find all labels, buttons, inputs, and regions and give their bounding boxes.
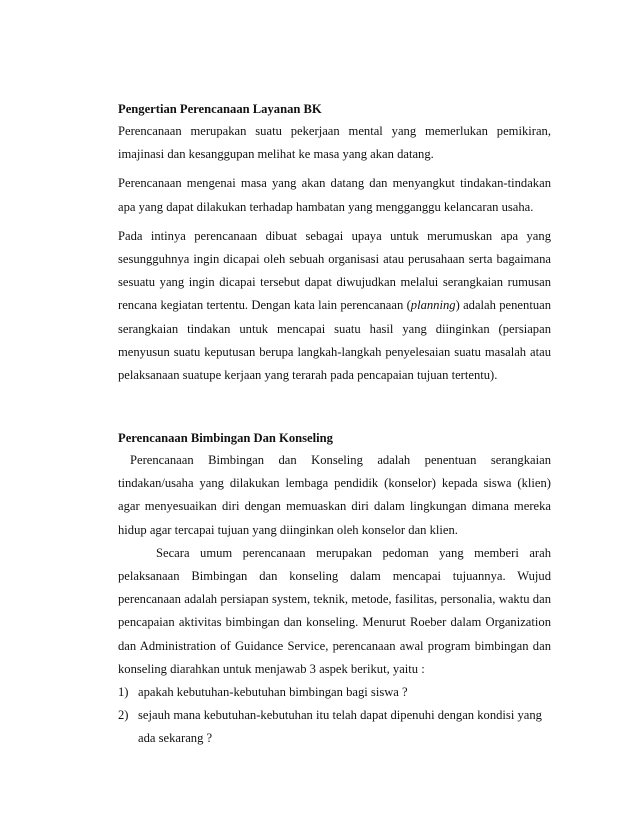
text-line: Pada intinya perencanaan dibuat sebagai upaya untuk merumuskan apa yang bbox=[118, 228, 551, 243]
text-line: imajinasi dan kesanggupan melihat ke masa yang akan datang. bbox=[118, 147, 434, 162]
text-line: sesungguhnya ingin dicapai oleh sebuah organisasi atau perusahaan serta bagaimana bbox=[118, 251, 551, 266]
text-line: menyusun suatu keputusan berupa langkah-langkah penyelesaian suatu masalah atau bbox=[118, 344, 551, 359]
list-item bbox=[118, 681, 551, 704]
list-item-continuation: ada sekarang ? bbox=[138, 731, 213, 746]
text-line: pelaksanaan suatupe kerjaan yang terarah pada pencapaian tujuan tertentu). bbox=[118, 367, 498, 382]
text-fragment: ) adalah penentuan bbox=[455, 298, 552, 313]
section-title-perencanaan-bk: Perencanaan Bimbingan Dan Konseling bbox=[118, 431, 333, 446]
list-number: 2) bbox=[118, 708, 129, 723]
list-item-text: sejauh mana kebutuhan-kebutuhan itu telah dapat dipenuhi dengan kondisi yang bbox=[138, 708, 542, 723]
text-line-with-italic bbox=[118, 294, 551, 317]
list-item-text: apakah kebutuhan-kebutuhan bimbingan bagi siswa ? bbox=[138, 684, 408, 699]
numbered-list bbox=[118, 681, 551, 751]
text-line: agar menyesuaikan diri dengan memuaskan diri dalam lingkungan dimana mereka bbox=[118, 499, 551, 514]
list-number: 1) bbox=[118, 684, 129, 699]
document-page bbox=[118, 98, 551, 751]
text-line: pelaksanaan Bimbingan dan konseling dalam mencapai tujuannya. Wujud bbox=[118, 569, 551, 583]
text-line: tindakan/usaha yang dilakukan lembaga pendidik (konselor) kepada siswa (klien) bbox=[118, 476, 551, 491]
text-fragment: rencana kegiatan tertentu. Dengan kata lain perencanaan ( bbox=[118, 298, 411, 313]
section-title-pengertian: Pengertian Perencanaan Layanan BK bbox=[118, 102, 322, 116]
text-line: Secara umum perencanaan merupakan pedoman yang memberi arah bbox=[156, 545, 551, 560]
paragraph-bk-general bbox=[118, 542, 551, 681]
paragraph-essence bbox=[118, 225, 551, 387]
text-line: dan Administration of Guidance Service, perencanaan awal program bimbingan dan bbox=[118, 638, 551, 653]
text-line: pencapaian aktivitas bimbingan dan konseling. Menurut Roeber dalam Organization bbox=[118, 615, 551, 630]
text-line: Perencanaan Bimbingan dan Konseling adalah penentuan serangkaian bbox=[130, 453, 551, 468]
text-line: konseling diarahkan untuk menjawab 3 aspek berikut, yaitu : bbox=[118, 661, 425, 676]
italic-term-planning: planning bbox=[410, 298, 456, 313]
paragraph-bk-definition bbox=[118, 449, 551, 542]
paragraph-future bbox=[118, 172, 551, 218]
text-line: serangkaian tindakan untuk mencapai suatu hasil yang diinginkan (persiapan bbox=[118, 321, 551, 336]
text-line: apa yang dapat dilakukan terhadap hambatan yang mengganggu kelancaran usaha. bbox=[118, 199, 534, 214]
text-line: perencanaan adalah persiapan system, teknik, metode, fasilitas, personalia, waktu dan bbox=[118, 592, 551, 607]
text-line: sesuatu yang ingin dicapai tersebut dapat diwujudkan melalui serangkaian rumusan bbox=[118, 275, 551, 290]
list-item bbox=[118, 704, 551, 727]
text-line: hidup agar tercapai tujuan yang diinginkan oleh konselor dan klien. bbox=[118, 522, 458, 537]
text-line: Perencanaan merupakan suatu pekerjaan mental yang memerlukan pemikiran, bbox=[118, 124, 551, 138]
paragraph-definition bbox=[118, 120, 551, 166]
text-line: Perencanaan mengenai masa yang akan datang dan menyangkut tindakan-tindakan bbox=[118, 176, 551, 191]
